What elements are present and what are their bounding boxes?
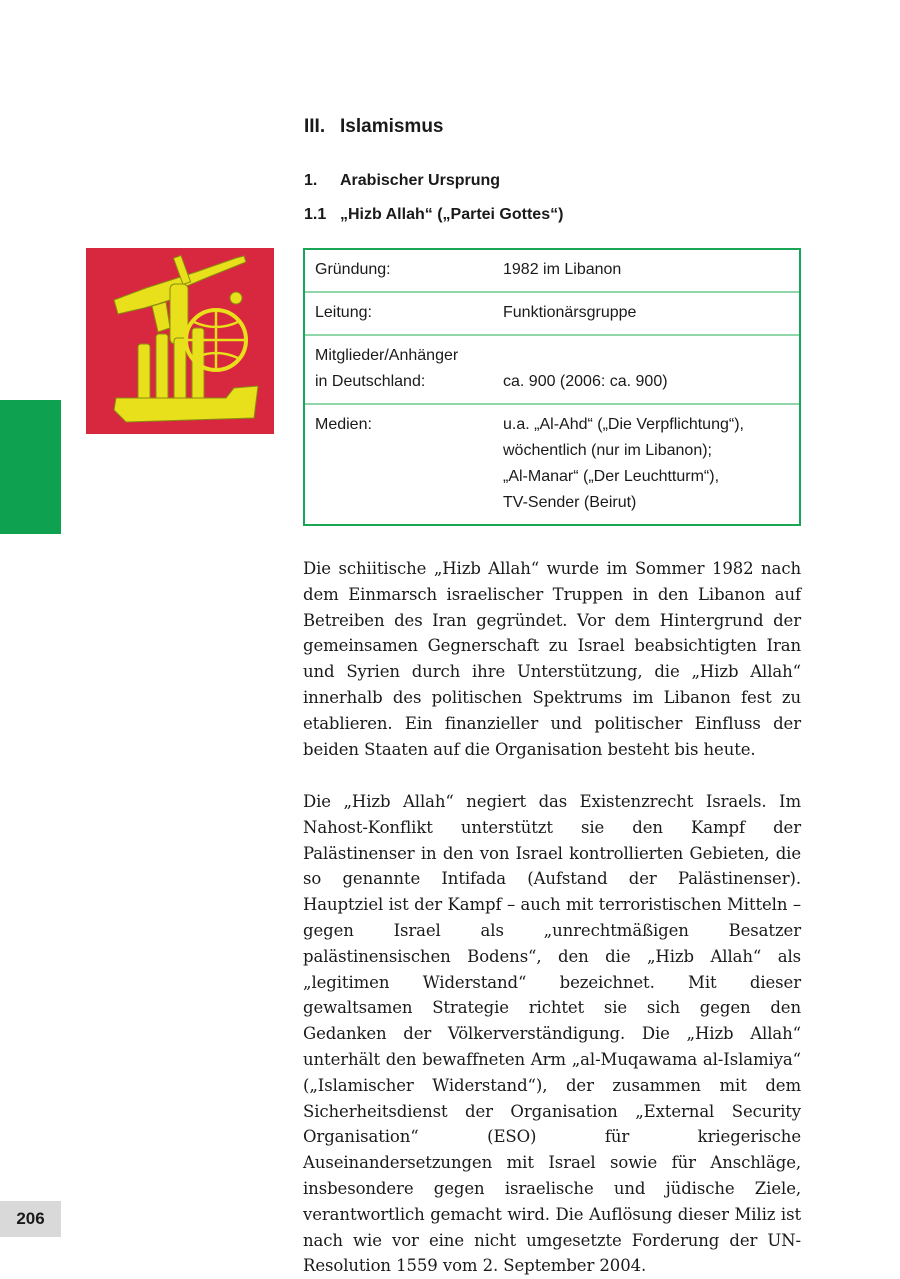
facts-row-media: [305, 403, 799, 524]
facts-value-text: ca. 900 (2006: ca. 900): [503, 373, 668, 390]
section-title: Arabischer Ursprung: [340, 172, 501, 189]
hizb-allah-flag-emblem-icon: [86, 248, 274, 434]
chapter-tab-marker: [0, 400, 61, 534]
facts-value-line: „Al-Manar“ („Der Leuchtturm“),: [503, 468, 720, 485]
facts-value-line: u.a. „Al-Ahd“ („Die Verpflichtung“),: [503, 416, 744, 433]
facts-row-founding: [305, 250, 799, 291]
facts-value: 1982 im Libanon: [503, 261, 622, 278]
facts-row-members: [305, 334, 799, 403]
facts-box: [303, 248, 801, 526]
facts-label: [315, 343, 503, 395]
facts-label: Medien:: [315, 416, 372, 433]
facts-value: Funktionärsgruppe: [503, 304, 637, 321]
facts-value: [503, 412, 789, 516]
facts-label-line: Mitglieder/Anhänger: [315, 347, 459, 364]
section-heading: [304, 172, 500, 190]
subsection-heading: [304, 206, 563, 224]
chapter-heading: [304, 116, 444, 138]
page-number: 206: [0, 1201, 61, 1237]
subsection-title: „Hizb Allah“ („Partei Gottes“): [340, 206, 564, 223]
facts-value-line: wöchentlich (nur im Libanon);: [503, 442, 712, 459]
body-paragraph: Die „Hizb Allah“ negiert das Existenzrecht Israels. Im Nahost-Konflikt unterstützt sie den Kampf der Palästinenser in den von Israel kontrollierten Gebieten, die so genannte Intifada (Aufstand der Palästinenser). Hauptziel ist der Kampf – auch mit terroristischen Mitteln – gegen Israel als „unrechtmäßigen Besatzer palästinensischen Bodens“, den die „Hizb Allah“ als „legitimen Widerstand“ bezeichnet. Mit dieser gewaltsamen Strategie richtet sie sich gegen den Gedanken der Völkerverständigung. Die „Hizb Allah“ unterhält den bewaffneten Arm „al-Muqawama al-Islamiya“ („Islamischer Widerstand“), der zusammen mit dem Sicherheitsdienst der Organisation „External Security Organisation“ (ESO) für kriegerische Auseinandersetzungen mit Israel sowie für Anschläge, insbesondere gegen israelische und jüdische Ziele, verantwortlich gemacht wird. Die Auflösung dieser Miliz ist nach wie vor eine nicht umgesetzte Forderung der UN-Resolution 1559 vom 2. September 2004.: [303, 792, 801, 1276]
facts-label: Leitung:: [315, 304, 372, 321]
body-paragraph: Die schiitische „Hizb Allah“ wurde im Sommer 1982 nach dem Einmarsch israelischer Truppen in den Libanon auf Betreiben des Iran gegründet. Vor dem Hintergrund der gemeinsamen Gegnerschaft zu Israel beabsichtigten Iran und Syrien durch ihre Unterstützung, die „Hizb Allah“ innerhalb des politischen Spektrums im Libanon fest zu etablieren. Ein finanzieller und politischer Einfluss der beiden Staaten auf die Organisation besteht bis heute.: [303, 559, 801, 759]
facts-row-leadership: [305, 291, 799, 334]
facts-value: [503, 343, 789, 395]
facts-value-line: TV-Sender (Beirut): [503, 494, 637, 511]
chapter-title: Islamismus: [340, 116, 444, 137]
facts-label-line: in Deutschland:: [315, 373, 426, 390]
emblem-graphic: [86, 248, 274, 434]
facts-label: Gründung:: [315, 261, 391, 278]
chapter-number: III.: [304, 116, 326, 137]
section-number: 1.: [304, 172, 318, 189]
subsection-number: 1.1: [304, 206, 327, 223]
